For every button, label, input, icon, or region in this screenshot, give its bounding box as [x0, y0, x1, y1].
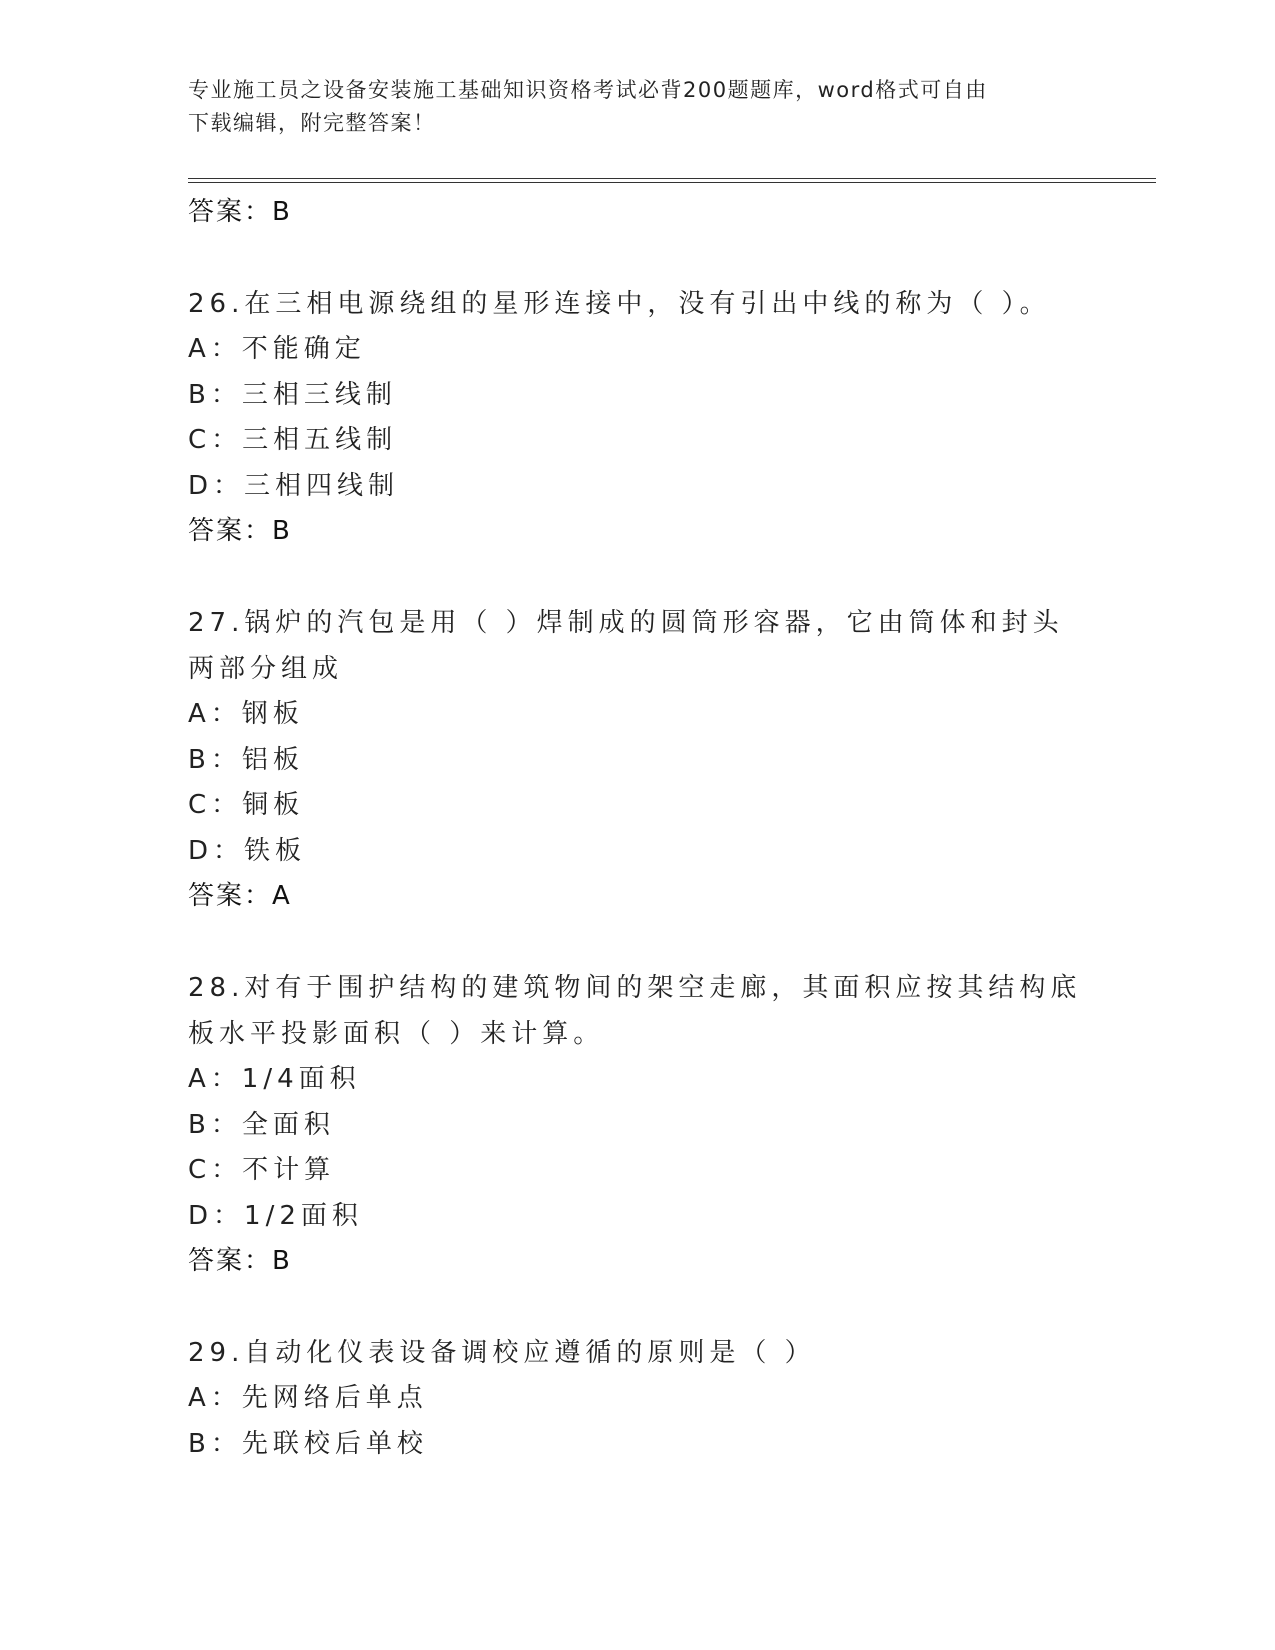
question-28 [188, 965, 1088, 1284]
header-line-1: 专业施工员之设备安装施工基础知识资格考试必背200题题库，word格式可自由 [188, 78, 988, 102]
question-29 [188, 1330, 1088, 1467]
answer: 答案：A [188, 881, 292, 911]
question-26 [188, 281, 1088, 554]
option-b: B：先联校后单校 [188, 1428, 428, 1459]
question-stem: 29.自动化仪表设备调校应遵循的原则是（ ） [188, 1338, 816, 1368]
option-d: D：铁板 [188, 835, 307, 866]
option-c: C：铜板 [188, 790, 305, 820]
document-body [188, 190, 1088, 1467]
question-27 [188, 600, 1088, 919]
option-a: A：1/4面积 [188, 1064, 361, 1094]
answer: 答案：B [188, 516, 292, 546]
document-header [188, 74, 1088, 140]
header-line-2: 下载编辑，附完整答案！ [188, 111, 436, 135]
option-a: A：钢板 [188, 699, 304, 729]
option-c: C：三相五线制 [188, 425, 398, 455]
option-b: B：三相三线制 [188, 379, 397, 410]
option-a: A：先网络后单点 [188, 1383, 428, 1413]
answer: 答案：B [188, 1246, 292, 1276]
option-d: D：1/2面积 [188, 1200, 363, 1231]
question-stem: 26.在三相电源绕组的星形连接中，没有引出中线的称为（ ）。 [188, 289, 1051, 319]
header-divider [188, 178, 1156, 183]
question-stem: 28.对有于围护结构的建筑物间的架空走廊，其面积应按其结构底板水平投影面积（ ）来计算。 [188, 973, 1082, 1049]
answer-q25: 答案：B [188, 197, 292, 227]
option-a: A：不能确定 [188, 334, 366, 364]
option-c: C：不计算 [188, 1155, 336, 1185]
option-d: D：三相四线制 [188, 470, 400, 501]
question-stem: 27.锅炉的汽包是用（ ）焊制成的圆筒形容器，它由筒体和封头两部分组成 [188, 608, 1064, 684]
option-b: B：全面积 [188, 1109, 335, 1140]
option-b: B：铝板 [188, 744, 304, 775]
